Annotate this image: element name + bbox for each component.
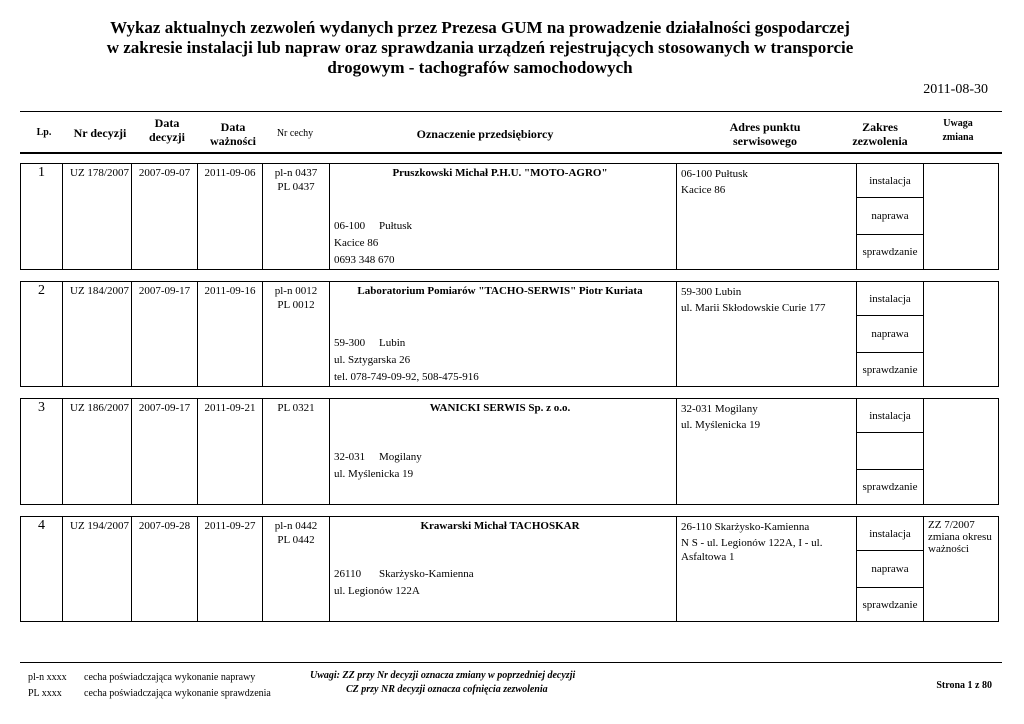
page-number: Strona 1 z 80 (936, 680, 992, 691)
postal-code: 06-100 (334, 220, 366, 232)
service-address-line1: 26-110 Skarżysko-Kamienna (681, 521, 810, 533)
col-data-waznosci (198, 120, 268, 148)
street: Kacice 86 (334, 237, 379, 249)
col-uwaga (926, 117, 990, 145)
footer-rule (20, 662, 1002, 663)
legend-code: pl-n xxxx (28, 672, 67, 683)
record-uwaga (923, 399, 1000, 504)
city: Skarżysko-Kamienna (379, 568, 474, 580)
legend-text: cecha poświadczająca wykonanie sprawdzenia (84, 688, 271, 699)
document-date: 2011-08-30 (923, 82, 988, 97)
service-address-line1: 06-100 Pułtusk (681, 168, 748, 180)
company-address (334, 216, 412, 267)
record-nr-decyzji: UZ 178/2007 (62, 164, 131, 269)
service-address-line2: ul. Myślenicka 19 (681, 419, 761, 431)
zakres-naprawa: naprawa (857, 315, 923, 352)
record-lp: 1 (38, 165, 45, 180)
service-address-line1: 59-300 Lubin (681, 286, 742, 298)
cecha-sprawdzenia: PL 0012 (277, 299, 315, 311)
zakres-instalacja: instalacja (869, 409, 911, 422)
footer-note-zz: Uwagi: ZZ przy Nr decyzji oznacza zmiany w poprzedniej decyzji (310, 670, 576, 681)
col-nr-decyzji: Nr decyzji (73, 126, 127, 140)
service-address-line2: N S - ul. Legionów 122A, I - ul. Asfaltowa 1 (681, 537, 823, 563)
service-address-line1: 32-031 Mogilany (681, 403, 758, 415)
company-name: Krawarski Michał TACHOSKAR (420, 520, 580, 532)
record-lp: 3 (38, 400, 45, 415)
record-lp: 2 (38, 283, 45, 298)
col-zakres-line2: zezwolenia (852, 134, 908, 148)
postal-code: 59-300 (334, 337, 366, 349)
record-adres-serwisowy (676, 517, 856, 621)
company-address (334, 564, 474, 601)
cecha-naprawy: pl-n 0442 (274, 520, 318, 532)
record-adres-serwisowy (676, 164, 856, 269)
col-uwaga-line2: zmiana (942, 132, 974, 143)
col-adres-line1: Adres punktu (729, 120, 801, 134)
record-data-decyzji: 2007-09-28 (131, 517, 197, 621)
street: ul. Sztygarska 26 (334, 354, 411, 366)
record-data-decyzji: 2007-09-07 (131, 164, 197, 269)
record-data-decyzji: 2007-09-17 (131, 282, 197, 386)
service-address-line2: Kacice 86 (681, 184, 726, 196)
company-address (334, 333, 479, 384)
zakres-sprawdzanie: sprawdzanie (857, 587, 923, 621)
legend-sprawdzenie (28, 688, 271, 699)
col-adres (690, 120, 840, 148)
zakres-instalacja: instalacja (869, 527, 911, 540)
city: Lubin (379, 337, 406, 349)
zakres-sprawdzanie: sprawdzanie (857, 234, 923, 269)
city: Pułtusk (379, 220, 413, 232)
record-uwaga: ZZ 7/2007 zmiana okresu ważności (923, 517, 1000, 621)
record-data-waznosci: 2011-09-06 (197, 164, 262, 269)
record-nr-cechy (262, 282, 329, 386)
record-przedsiebiorca (329, 164, 676, 269)
record-row (20, 398, 999, 505)
col-oznaczenie: Oznaczenie przedsiębiorcy (416, 127, 554, 141)
postal-code: 32-031 (334, 451, 366, 463)
record-zakres (856, 164, 923, 269)
record-adres-serwisowy (676, 282, 856, 386)
record-nr-cechy (262, 164, 329, 269)
postal-code: 26110 (334, 568, 362, 580)
cecha-sprawdzenia: PL 0442 (277, 534, 315, 546)
company-name: Laboratorium Pomiarów "TACHO-SERWIS" Piotr Kuriata (357, 285, 643, 297)
col-adres-line2: serwisowego (733, 134, 797, 148)
col-data-decyzji (134, 116, 200, 144)
street: ul. Legionów 122A (334, 585, 420, 597)
record-nr-decyzji: UZ 184/2007 (62, 282, 131, 386)
col-data-waznosci-line1: Data (220, 120, 246, 134)
legend-naprawa (28, 672, 255, 683)
col-zakres-line1: Zakres (862, 120, 898, 134)
record-uwaga (923, 282, 1000, 386)
record-nr-decyzji: UZ 186/2007 (62, 399, 131, 504)
title-line-3: drogowym - tachografów samochodowych (327, 58, 633, 77)
record-row (20, 281, 999, 387)
zakres-instalacja: instalacja (869, 174, 911, 187)
col-data-waznosci-line2: ważności (210, 134, 256, 148)
company-address (334, 447, 422, 484)
record-przedsiebiorca (329, 282, 676, 386)
street: ul. Myślenicka 19 (334, 468, 414, 480)
col-zakres (840, 120, 920, 148)
cecha-sprawdzenia: PL 0437 (277, 181, 315, 193)
zakres-sprawdzanie: sprawdzanie (857, 469, 923, 504)
document-title (60, 18, 900, 78)
zakres-naprawa (857, 432, 923, 469)
footer-note-cz: CZ przy NR decyzji oznacza cofnięcia zezwolenia (346, 684, 548, 695)
col-lp: Lp. (36, 127, 52, 138)
zakres-instalacja: instalacja (869, 292, 911, 305)
cecha-naprawy: pl-n 0437 (274, 167, 318, 179)
record-lp: 4 (38, 518, 45, 533)
header-bottom-rule (20, 152, 1002, 154)
record-data-waznosci: 2011-09-27 (197, 517, 262, 621)
zakres-naprawa: naprawa (857, 550, 923, 587)
record-zakres (856, 282, 923, 386)
phone: 0693 348 670 (334, 254, 395, 266)
city: Mogilany (379, 451, 422, 463)
legend-text: cecha poświadczająca wykonanie naprawy (84, 672, 256, 683)
title-line-1: Wykaz aktualnych zezwoleń wydanych przez Prezesa GUM na prowadzenie działalności gospodarczej (110, 18, 850, 37)
record-data-decyzji: 2007-09-17 (131, 399, 197, 504)
service-address-line2: ul. Marii Skłodowskie Curie 177 (681, 302, 826, 314)
col-data-decyzji-line1: Data (154, 116, 180, 130)
zakres-sprawdzanie: sprawdzanie (857, 352, 923, 386)
record-data-waznosci: 2011-09-16 (197, 282, 262, 386)
record-przedsiebiorca (329, 517, 676, 621)
record-row (20, 163, 999, 270)
record-zakres (856, 517, 923, 621)
company-name: Pruszkowski Michał P.H.U. "MOTO-AGRO" (392, 167, 608, 179)
zakres-naprawa: naprawa (857, 197, 923, 234)
col-nr-cechy: Nr cechy (276, 128, 314, 139)
record-row (20, 516, 999, 622)
header-top-rule (20, 111, 1002, 112)
record-nr-cechy (262, 517, 329, 621)
record-data-waznosci: 2011-09-21 (197, 399, 262, 504)
legend-code: PL xxxx (28, 688, 62, 699)
cecha-sprawdzenia: PL 0321 (277, 402, 315, 414)
title-line-2: w zakresie instalacji lub napraw oraz sprawdzania urządzeń rejestrujących stosowanych w transporcie (106, 38, 854, 57)
col-uwaga-line1: Uwaga (943, 118, 973, 129)
record-nr-decyzji: UZ 194/2007 (62, 517, 131, 621)
record-zakres (856, 399, 923, 504)
record-uwaga (923, 164, 1000, 269)
record-przedsiebiorca (329, 399, 676, 504)
col-data-decyzji-line2: decyzji (149, 130, 185, 144)
phone: tel. 078-749-09-92, 508-475-916 (334, 371, 479, 383)
record-nr-cechy (262, 399, 329, 504)
record-adres-serwisowy (676, 399, 856, 504)
cecha-naprawy: pl-n 0012 (274, 285, 318, 297)
company-name: WANICKI SERWIS Sp. z o.o. (429, 402, 571, 414)
